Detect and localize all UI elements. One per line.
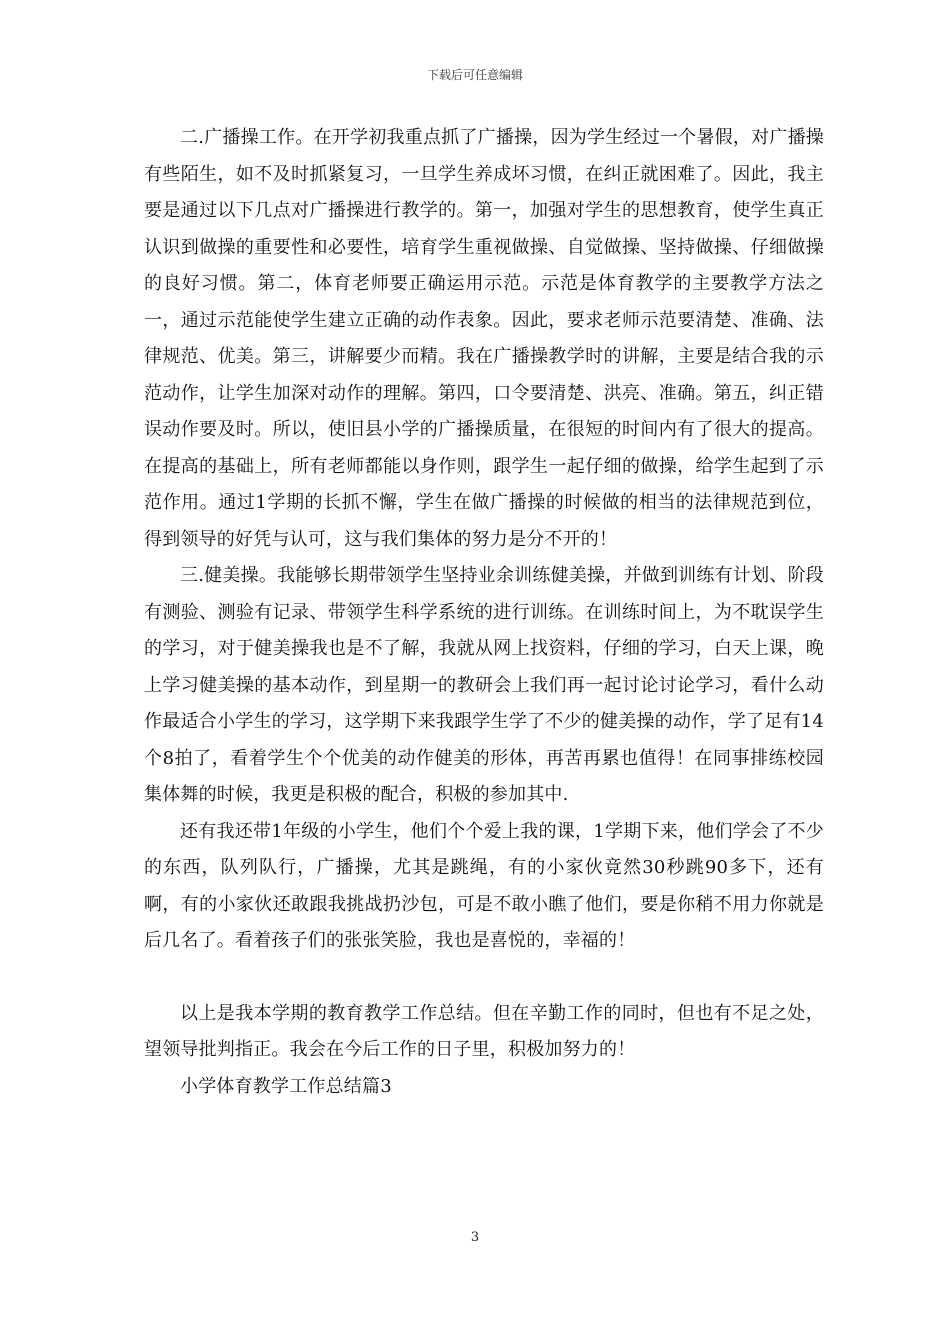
paragraph-spacer xyxy=(144,960,824,996)
paragraph-broadcast-exercise: 二.广播操工作。在开学初我重点抓了广播操，因为学生经过一个暑假，对广播操有些陌生，如不及时抓紧复习，一旦学生养成坏习惯，在纠正就困难了。因此，我主要是通过以下几点对广播操进行教学的。第一，加强对学生的思想教育，使学生真正认识到做操的重要性和必要性，培育学生重视做操、自觉做操、坚持做操、仔细做操的良好习惯。第二，体育老师要正确运用示范。示范是体育教学的主要教学方法之一，通过示范能使学生建立正确的动作表象。因此，要求老师示范要清楚、准确、法律规范、优美。第三，讲解要少而精。我在广播操教学时的讲解，主要是结合我的示范动作，让学生加深对动作的理解。第四，口令要清楚、洪亮、准确。第五，纠正错误动作要及时。所以，使旧县小学的广播操质量，在很短的时间内有了很大的提高。在提高的基础上，所有老师都能以身作则，跟学生一起仔细的做操，给学生起到了示范作用。通过1学期的长抓不懈，学生在做广播操的时候做的相当的法律规范到位，得到领导的好凭与认可，这与我们集体的努力是分不开的！ xyxy=(144,127,824,550)
section-title: 小学体育教学工作总结篇3 xyxy=(180,1075,392,1097)
paragraph-summary: 以上是我本学期的教育教学工作总结。但在辛勤工作的同时，但也有不足之处，望领导批判指正。我会在今后工作的日子里，积极加努力的！ xyxy=(144,1002,824,1060)
page-header: 下载后可任意编辑 xyxy=(426,68,523,82)
page-number: 3 xyxy=(470,1230,480,1245)
paragraph-aerobics: 三.健美操。我能够长期带领学生坚持业余训练健美操，并做到训练有计划、阶段有测验、测验有记录、带领学生科学系统的进行训练。在训练时间上，为不耽误学生的学习，对于健美操我也是不了解，我就从网上找资料，仔细的学习，白天上课，晚上学习健美操的基本动作，到星期一的教研会上我们再一起讨论讨论学习，看什么动作最适合小学生的学习，这学期下来我跟学生学了不少的健美操的动作，学了足有14个8拍了，看着学生个个优美的动作健美的形体，再苦再累也值得！在同事排练校园集体舞的时候，我更是积极的配合，积极的参加其中. xyxy=(144,565,824,805)
document-body xyxy=(144,120,824,1105)
paragraph-first-grade: 还有我还带1年级的小学生，他们个个爱上我的课，1学期下来，他们学会了不少的东西，队列队行，广播操，尤其是跳绳，有的小家伙竟然30秒跳90多下，还有啊，有的小家伙还敢跟我挑战扔沙包，可是不敢小瞧了他们，要是你稍不用力你就是后几名了。看着孩子们的张张笑脸，我也是喜悦的，幸福的！ xyxy=(144,820,824,951)
